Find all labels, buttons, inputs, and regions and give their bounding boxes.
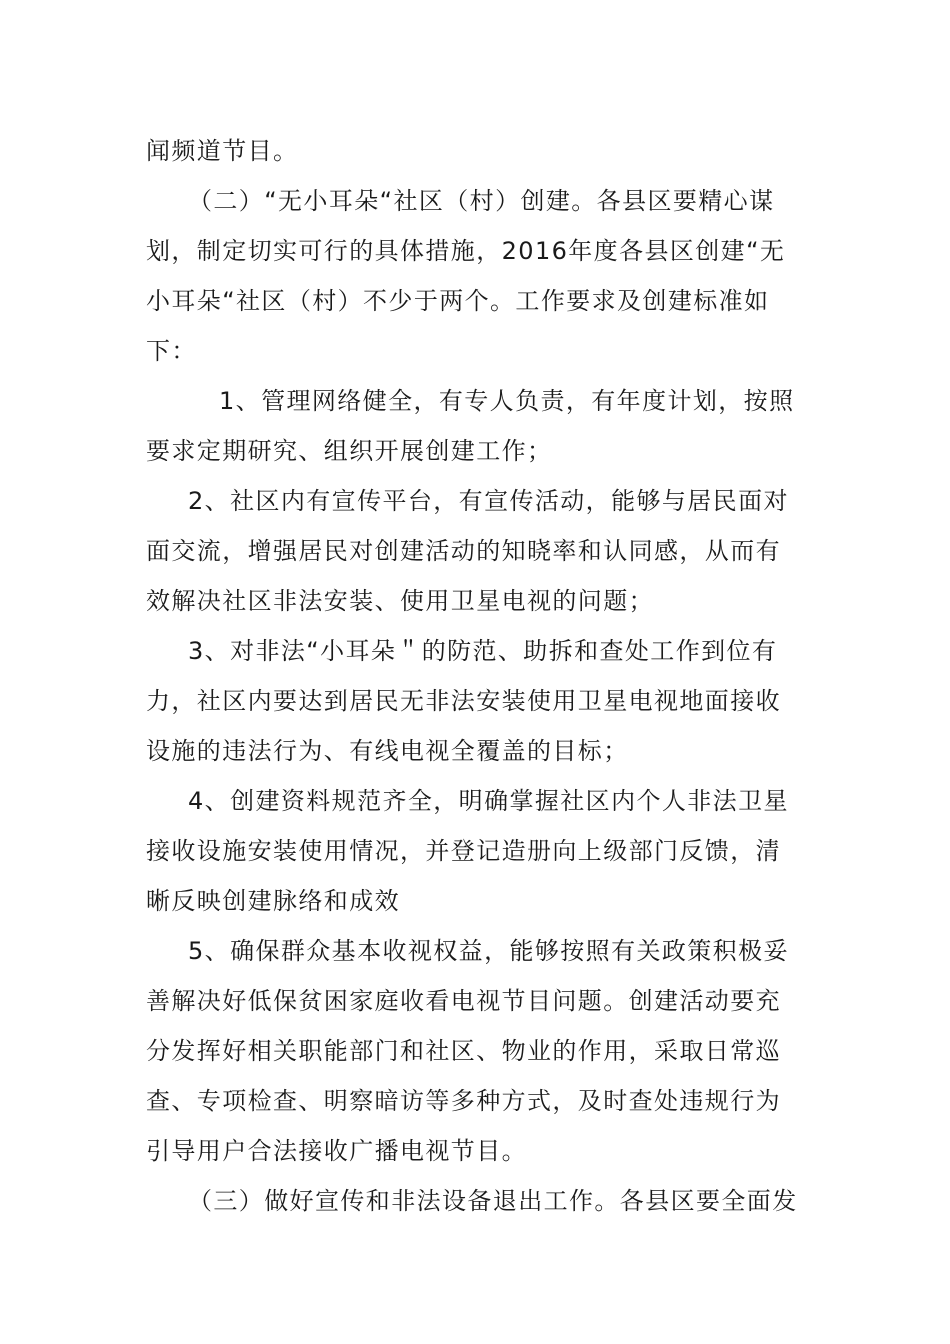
text-line-20: 查、专项检查、明察暗访等多种方式，及时查处违规行为 [146, 1087, 781, 1115]
section-heading-2: （二）“无小耳朵“社区（村）创建。各县区要精心谋 [188, 187, 775, 215]
text-line-3: 划，制定切实可行的具体措施，2016年度各县区创建“无 [146, 237, 786, 265]
list-item-4: 4、创建资料规范齐全，明确掌握社区内个人非法卫星 [188, 787, 789, 815]
text-line-16: 晰反映创建脉络和成效 [146, 887, 400, 915]
text-line-15: 接收设施安装使用情况，并登记造册向上级部门反馈，清 [146, 837, 781, 865]
text-line-5: 下： [146, 337, 197, 365]
text-line-21: 引导用户合法接收广播电视节目。 [146, 1137, 527, 1165]
list-item-2: 2、社区内有宣传平台，有宣传活动，能够与居民面对 [188, 487, 789, 515]
text-line-7: 要求定期研究、组织开展创建工作； [146, 437, 553, 465]
text-line-13: 设施的违法行为、有线电视全覆盖的目标； [146, 737, 629, 765]
text-line-10: 效解决社区非法安装、使用卫星电视的问题； [146, 587, 654, 615]
text-line-1: 闻频道节目。 [146, 137, 299, 165]
text-line-18: 善解决好低保贫困家庭收看电视节目问题。创建活动要充 [146, 987, 781, 1015]
text-line-12: 力，社区内要达到居民无非法安装使用卫星电视地面接收 [146, 687, 781, 715]
section-heading-3: （三）做好宣传和非法设备退出工作。各县区要全面发 [188, 1187, 798, 1215]
list-item-3: 3、对非法“小耳朵＂的防范、助拆和查处工作到位有 [188, 637, 778, 665]
text-line-19: 分发挥好相关职能部门和社区、物业的作用，采取日常巡 [146, 1037, 781, 1065]
text-line-9: 面交流，增强居民对创建活动的知晓率和认同感，从而有 [146, 537, 781, 565]
list-item-5: 5、确保群众基本收视权益，能够按照有关政策积极妥 [188, 937, 789, 965]
list-item-1: 1、管理网络健全，有专人负责，有年度计划，按照 [219, 387, 795, 415]
text-line-4: 小耳朵“社区（村）不少于两个。工作要求及创建标准如 [146, 287, 770, 315]
